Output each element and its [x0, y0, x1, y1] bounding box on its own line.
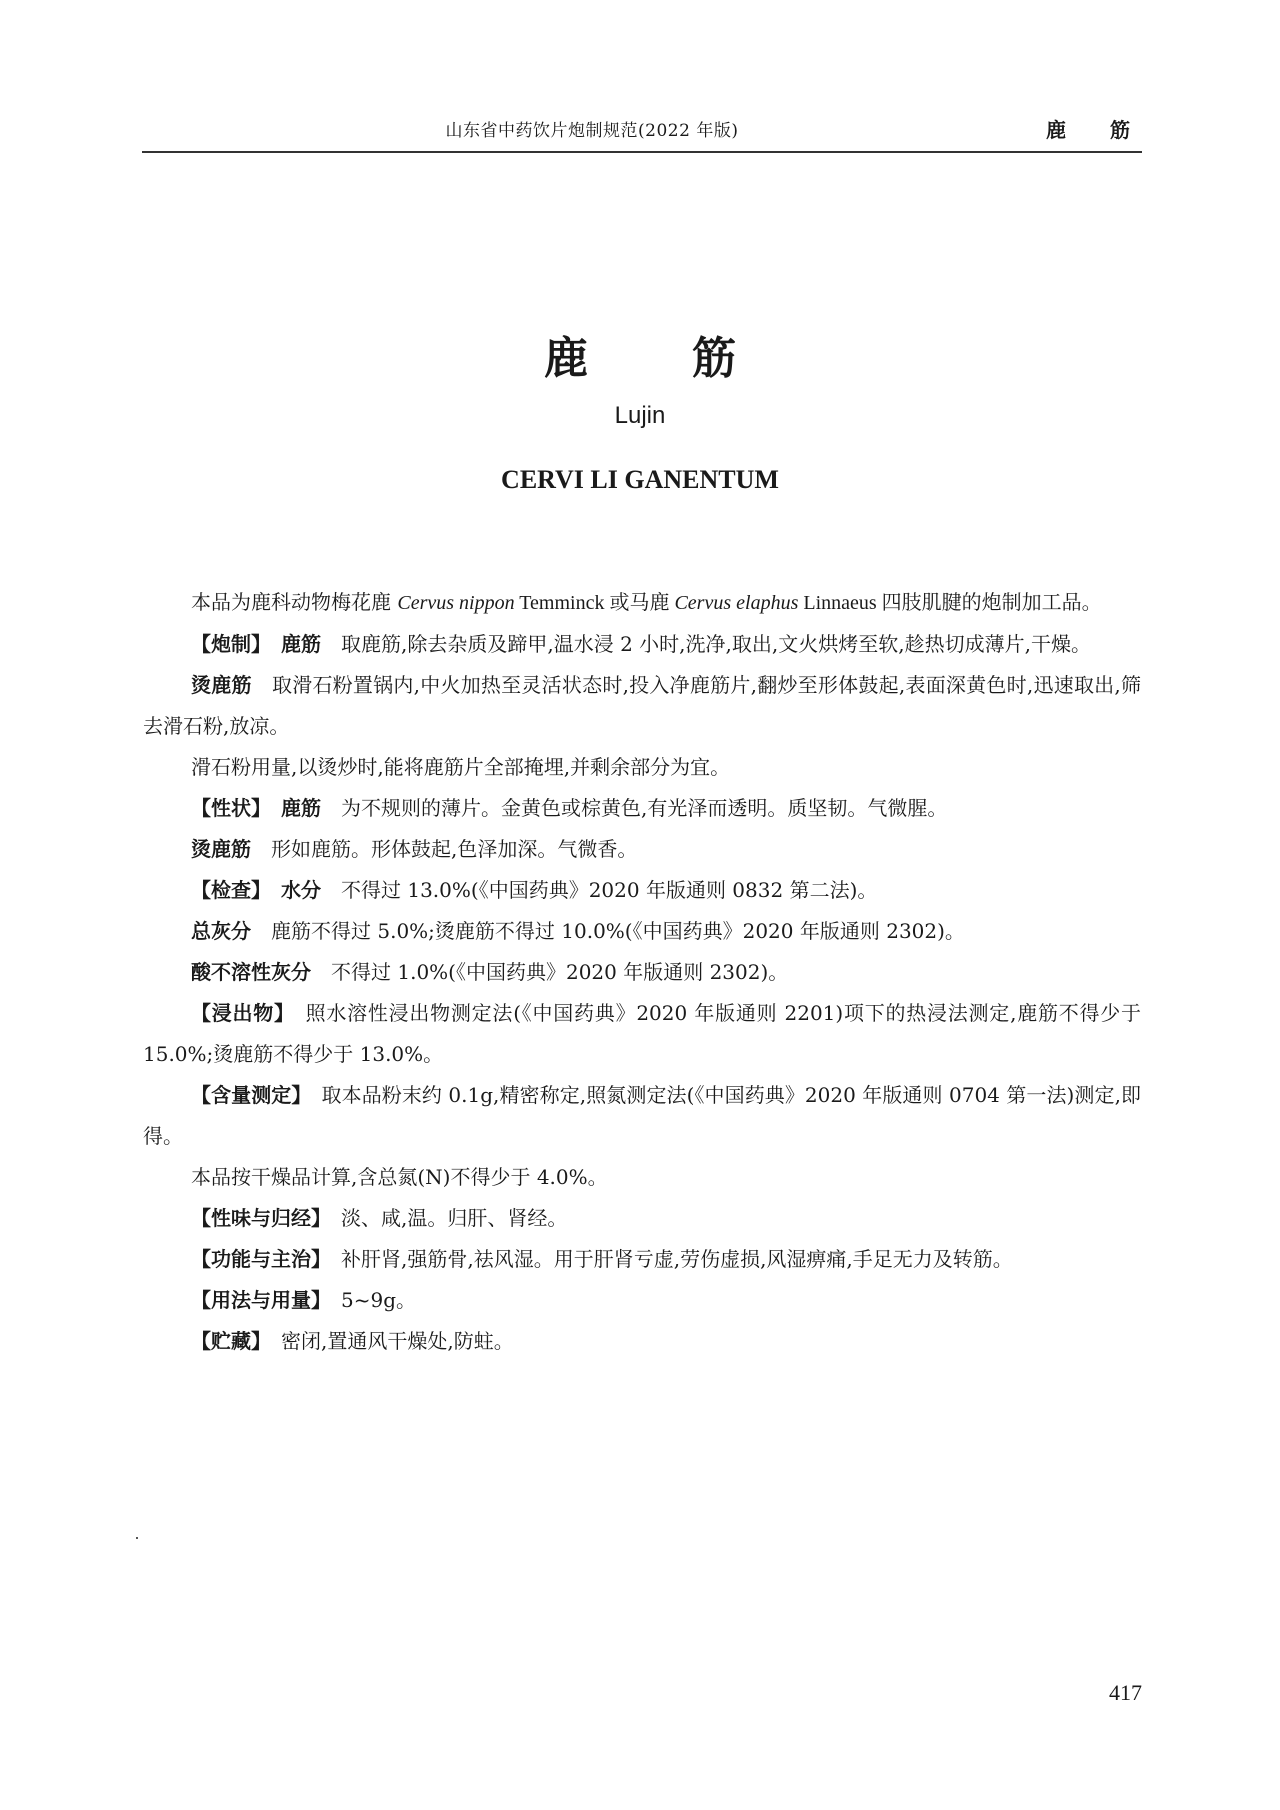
jinchuwu-label: 【浸出物】 [191, 1001, 285, 1025]
intro-paragraph [143, 582, 1141, 624]
entry-title: 鹿 筋 [544, 333, 766, 384]
zhucang-paragraph [143, 1321, 1141, 1362]
jiancha-label: 【检查】 [191, 878, 261, 902]
paozhi-text-lujin: 取鹿筋,除去杂质及蹄甲,温水浸 2 小时,洗净,取出,文火烘烤至软,趁热切成薄片,干燥。 [341, 632, 1091, 656]
jiancha-text-shuifen: 不得过 13.0%(《中国药典》2020 年版通则 0832 第二法)。 [341, 878, 878, 902]
hanliang-text-1: 取本品粉末约 0.1g,精密称定,照氮测定法(《中国药典》2020 年版通则 0704 第一法)测定,即得。 [143, 1083, 1142, 1148]
gongneng-text: 补肝肾,强筋骨,祛风湿。用于肝肾亏虚,劳伤虚损,风湿痹痛,手足无力及转筋。 [341, 1247, 1013, 1271]
paozhi-paragraph [143, 624, 1141, 665]
running-header [142, 112, 1142, 146]
jinchuwu-paragraph [143, 993, 1141, 1075]
xingwei-paragraph [143, 1198, 1141, 1239]
xingzhuang-tang-paragraph [143, 829, 1141, 870]
yongfa-text: 5~9g。 [341, 1288, 417, 1312]
zhucang-text: 密闭,置通风干燥处,防蛀。 [281, 1329, 514, 1353]
hanliang-paragraph [143, 1075, 1141, 1157]
paozhi-note: 滑石粉用量,以烫炒时,能将鹿筋片全部掩埋,并剩余部分为宜。 [191, 755, 731, 779]
page-number: 417 [1109, 1680, 1142, 1705]
xingzhuang-text-tanglujin: 形如鹿筋。形体鼓起,色泽加深。气微香。 [271, 837, 638, 861]
intro-text-c: Linnaeus 四肢肌腱的炮制加工品。 [798, 592, 1102, 614]
xingwei-label: 【性味与归经】 [191, 1206, 321, 1230]
paozhi-text-tanglujin: 取滑石粉置锅内,中火加热至灵活状态时,投入净鹿筋片,翻炒至形体鼓起,表面深黄色时,迅速取出,筛去滑石粉,放凉。 [143, 673, 1142, 738]
entry-body [143, 582, 1141, 1362]
jiancha-sub-zonghuifen: 总灰分 [191, 919, 251, 943]
header-entry-name: 鹿 筋 [1046, 118, 1142, 142]
gongneng-paragraph [143, 1239, 1141, 1280]
gongneng-label: 【功能与主治】 [191, 1247, 321, 1271]
entry-latin-name: CERVI LI GANENTUM [501, 465, 779, 494]
species-name-1: Cervus nippon [397, 592, 515, 614]
entry-pinyin: Lujin [614, 402, 666, 429]
jiancha-suanburong-paragraph [143, 952, 1141, 993]
xingzhuang-label: 【性状】 [191, 796, 261, 820]
jiancha-text-zonghuifen: 鹿筋不得过 5.0%;烫鹿筋不得过 10.0%(《中国药典》2020 年版通则 2302)。 [271, 919, 965, 943]
jiancha-sub-shuifen: 水分 [281, 878, 321, 902]
xingzhuang-sub-lujin: 鹿筋 [281, 796, 321, 820]
header-book-title: 山东省中药饮片炮制规范(2022 年版) [445, 121, 739, 141]
jiancha-sub-suanburong: 酸不溶性灰分 [191, 960, 311, 984]
hanliang-text-2: 本品按干燥品计算,含总氮(N)不得少于 4.0%。 [191, 1165, 608, 1189]
hanliang-result-paragraph [143, 1157, 1141, 1198]
hanliang-label: 【含量测定】 [191, 1083, 302, 1107]
intro-text-b: Temminck 或马鹿 [514, 592, 675, 614]
paozhi-note-paragraph [143, 747, 1141, 788]
zhucang-label: 【贮藏】 [191, 1329, 261, 1353]
yongfa-paragraph [143, 1280, 1141, 1321]
species-name-2: Cervus elaphus [674, 592, 799, 614]
jiancha-huifen-paragraph [143, 911, 1141, 952]
header-rule [142, 151, 1142, 153]
jinchuwu-text: 照水溶性浸出物测定法(《中国药典》2020 年版通则 2201)项下的热浸法测定,鹿筋不得少于 15.0%;烫鹿筋不得少于 13.0%。 [143, 1001, 1141, 1066]
xingwei-text: 淡、咸,温。归肝、肾经。 [341, 1206, 568, 1230]
paozhi-sub-tanglujin: 烫鹿筋 [191, 673, 252, 697]
paozhi-sub-lujin: 鹿筋 [281, 632, 321, 656]
paozhi-tang-paragraph [143, 665, 1141, 747]
xingzhuang-text-lujin: 为不规则的薄片。金黄色或棕黄色,有光泽而透明。质坚韧。气微腥。 [341, 796, 948, 820]
yongfa-label: 【用法与用量】 [191, 1288, 321, 1312]
jiancha-text-suanburong: 不得过 1.0%(《中国药典》2020 年版通则 2302)。 [331, 960, 789, 984]
xingzhuang-paragraph [143, 788, 1141, 829]
scan-speck [136, 1537, 138, 1539]
xingzhuang-sub-tanglujin: 烫鹿筋 [191, 837, 251, 861]
intro-text-a: 本品为鹿科动物梅花鹿 [191, 590, 398, 614]
paozhi-label: 【炮制】 [191, 632, 261, 656]
jiancha-paragraph [143, 870, 1141, 911]
